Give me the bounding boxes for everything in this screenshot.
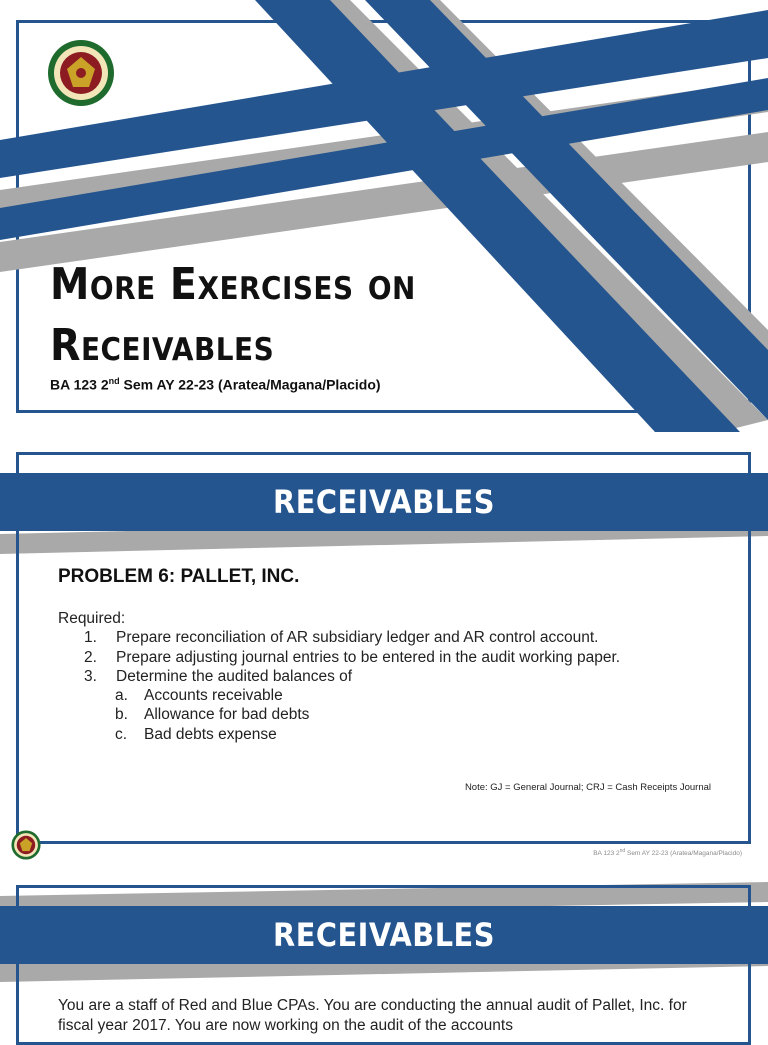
title-line-1: More Exercises on bbox=[50, 259, 416, 310]
list-subitem: b. Allowance for bad debts bbox=[115, 706, 310, 724]
list-item: 1. Prepare reconciliation of AR subsidiary ledger and AR control account. bbox=[84, 629, 599, 647]
list-item: 2. Prepare adjusting journal entries to be entered in the audit working paper. bbox=[84, 648, 621, 666]
required-list bbox=[58, 609, 708, 744]
journal-note: Note: GJ = General Journal; CRJ = Cash Receipts Journal bbox=[464, 782, 711, 793]
required-label: Required: bbox=[58, 610, 126, 627]
university-seal-icon bbox=[11, 830, 41, 860]
title-line-2: Receivables bbox=[50, 320, 275, 371]
title-slide bbox=[0, 0, 768, 432]
intro-slide bbox=[0, 882, 768, 1034]
problem-title: PROBLEM 6: PALLET, INC. bbox=[58, 566, 300, 587]
page-title bbox=[50, 254, 470, 376]
section-banner: RECEIVABLES bbox=[0, 906, 768, 964]
slide-footer: BA 123 2nd Sem AY 22-23 (Aratea/Magana/Placido) bbox=[593, 848, 742, 858]
list-subitem: c. Bad debts expense bbox=[115, 725, 277, 743]
case-intro-text: You are a staff of Red and Blue CPAs. You are conducting the annual audit of Pallet, Inc. for fiscal year 2017. You are now working on the audit of the accounts bbox=[58, 997, 687, 1034]
problem-slide bbox=[0, 452, 768, 872]
list-item: 3. Determine the audited balances of bbox=[84, 667, 353, 685]
university-seal-icon bbox=[47, 39, 115, 107]
course-subtitle: BA 123 2nd Sem AY 22-23 (Aratea/Magana/Placido) bbox=[50, 376, 381, 393]
list-subitem: a. Accounts receivable bbox=[115, 687, 283, 705]
section-banner: RECEIVABLES bbox=[0, 473, 768, 531]
